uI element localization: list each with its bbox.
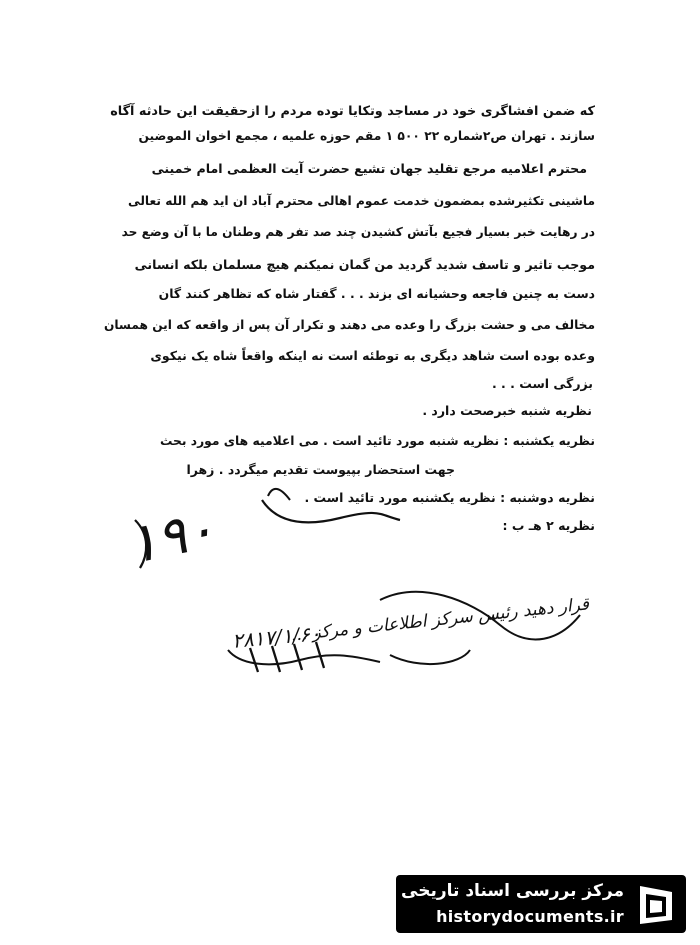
body-line-6: موجب تاثیر و تاسف شدید گردید من گمان نمیکنم هیچ مسلمان بلکه انسانی xyxy=(134,257,595,272)
body-line-15: نظریه ۲ هـ ب : xyxy=(502,518,595,533)
body-line-4: ماشینی تکثیرشده بمضمون خدمت عموم اهالی محترم آباد ان اید هم الله تعالی xyxy=(128,194,595,208)
body-line-9: وعده بوده است شاهد دیگری به توطئه است نه اینکه واقعاً شاه یک نیکوی xyxy=(150,348,595,363)
body-line-12: نظریه یکشنبه : نظریه شنبه مورد تائید است . می اعلامیه های مورد بحث xyxy=(160,434,595,448)
watermark-logo xyxy=(396,875,686,933)
margin-number: ۱۹۰ xyxy=(122,496,221,577)
body-line-7: دست به چنین فاجعه وحشیانه ای بزند . . . گفتار شاه که تظاهر کنند گان xyxy=(158,286,595,301)
body-line-8: مخالف می و حشت بزرگ را وعده می دهند و تکرار آن پس از واقعه که این همسان xyxy=(103,318,595,332)
body-line-14: نظریه دوشنبه : نظریه یکشنبه مورد تائید است . xyxy=(304,490,595,505)
body-line-3: محترم اعلامیه مرجع تقلید جهان تشیع حضرت آیت العظمی امام خمینی xyxy=(151,161,587,176)
body-line-1: که ضمن افشاگری خود در مساجد وتکایا توده مردم را ازحقیقت این حادثه آگاه xyxy=(110,104,595,119)
body-line-10: بزرگی است . . . xyxy=(491,376,593,391)
archive-logo-icon xyxy=(632,880,680,928)
watermark-title: مرکز بررسی اسناد تاریخی xyxy=(401,881,624,901)
handwritten-note: قرار دهید رئیس سرکز اطلاعات و مرکز ... xyxy=(289,594,591,646)
body-line-5: در رهایت خبر بسیار فجیع بآتش کشیدن چند صد تفر هم وطنان ما با آن وضع حد xyxy=(121,225,595,239)
handwritten-reference: ۲۸۱۷/۱/۶۰ xyxy=(231,621,322,653)
body-line-2: سازند . تهران ص۲شماره ۲۲ ۵۰۰ ۱ مقم حوزه علمیه ، مجمع اخوان الموضین xyxy=(138,129,595,143)
body-line-13: جهت استحضار بپیوست تقدیم میگردد . زهرا xyxy=(186,462,455,477)
body-line-11: نظریه شنبه خبرصحت دارد . xyxy=(422,403,592,418)
watermark-url: historydocuments.ir xyxy=(436,907,624,926)
